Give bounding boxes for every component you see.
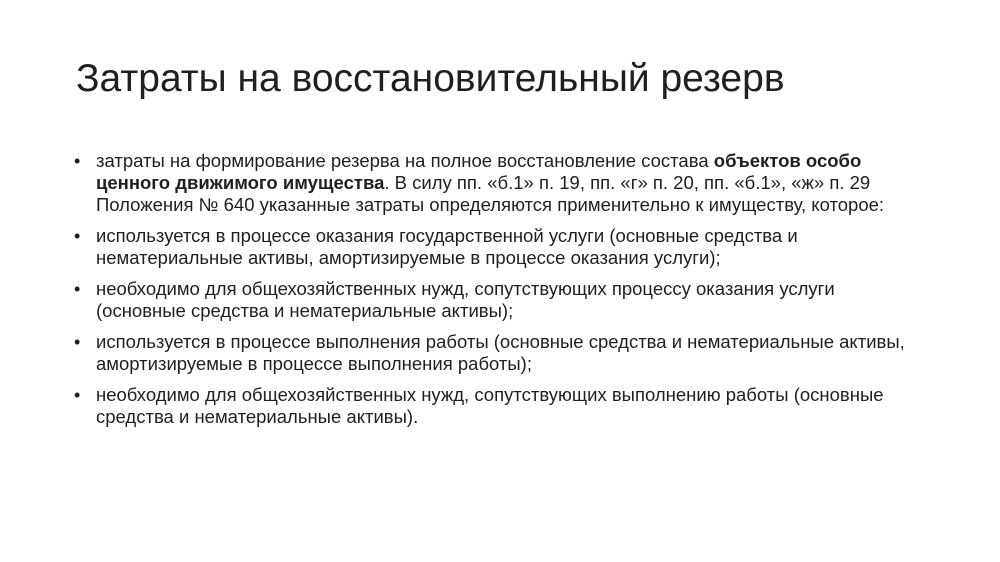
bullet-item-5 (74, 384, 924, 428)
bullet-text: необходимо для общехозяйственных нужд, сопутствующих выполнению работы (основные средства и нематериальные активы). (96, 384, 884, 427)
bullet-dot-icon: • (74, 279, 81, 299)
bullet-item-3 (74, 278, 924, 322)
bullet-text: необходимо для общехозяйственных нужд, сопутствующих процессу оказания услуги (основные средства и нематериальные активы); (96, 278, 835, 321)
bullet-list (74, 150, 924, 437)
bullet-dot-icon: • (74, 226, 81, 246)
bullet-item-1 (74, 150, 924, 216)
bullet-text-before: затраты на формирование резерва на полное восстановление состава (96, 150, 714, 171)
bullet-dot-icon: • (74, 151, 81, 171)
bullet-dot-icon: • (74, 385, 81, 405)
bullet-text: используется в процессе оказания государственной услуги (основные средства и нематериальные активы, амортизируемые в процессе оказания услуги); (96, 225, 798, 268)
bullet-text-after: . В силу пп. «б.1» п. 19, пп. «г» п. 20, пп. «б.1», «ж» п. 29 Положения № 640 указанные затраты определяются применительно к имуществу, которое: (96, 172, 885, 215)
bullet-dot-icon: • (74, 332, 81, 352)
bullet-text: используется в процессе выполнения работы (основные средства и нематериальные активы, амортизируемые в процессе выполнения работы); (96, 331, 905, 374)
bullet-item-2 (74, 225, 924, 269)
bullet-item-4 (74, 331, 924, 375)
slide-title: Затраты на восстановительный резерв (76, 57, 785, 100)
bullet-text-bold: объектов особо ценного движимого имущества (96, 150, 862, 193)
